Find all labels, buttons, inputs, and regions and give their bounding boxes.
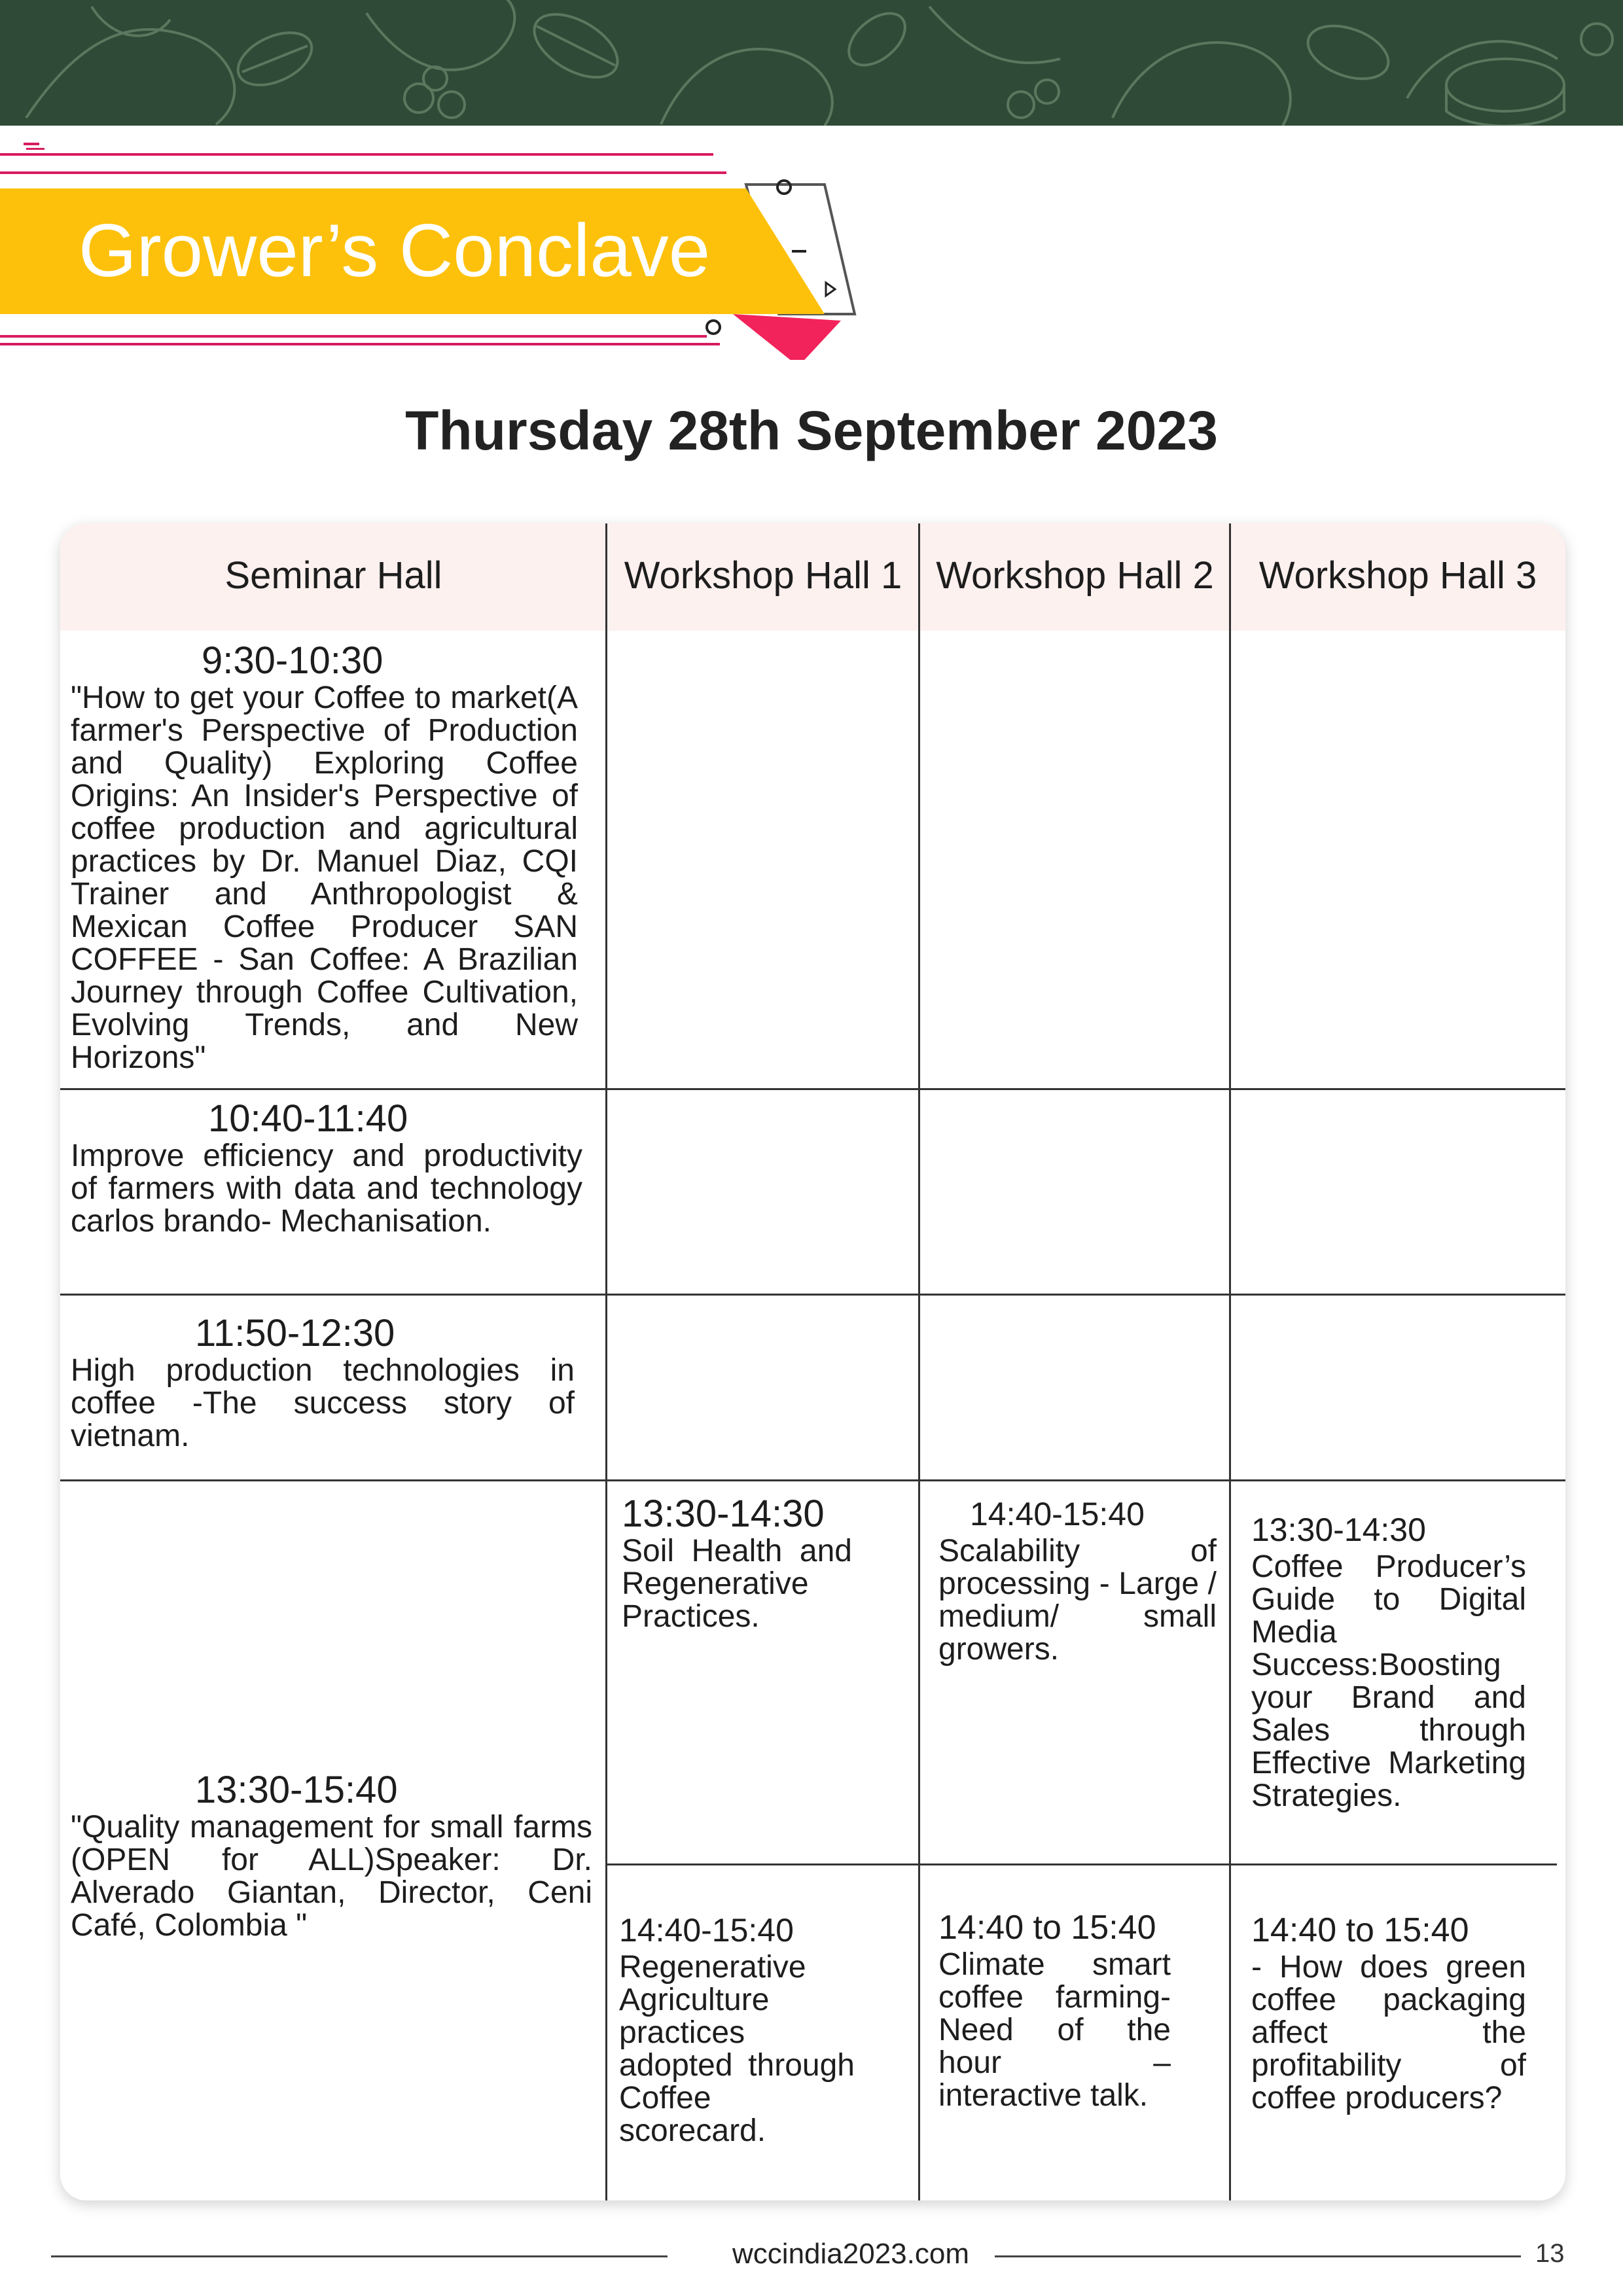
table-cell: [938, 1494, 1217, 1666]
table-cell: [1251, 1510, 1526, 1812]
event-date: Thursday 28th September 2023: [405, 400, 1218, 461]
session-description: "How to get your Coffee to market(A farmer's Perspective of Production and Quality) Exploring Coffee Origins: An Insider's Perspective of coffee production and agricultural practices by Dr. Manuel Diaz, CQI Trainer and Anthropologist & Mexican Coffee Producer SAN COFFEE - San Coffee: A Brazilian Journey through Coffee Cultivation, Evolving Trends, and New Horizons": [71, 680, 578, 1075]
decorative-line: [0, 153, 713, 156]
session-description: Climate smart coffee farming- Need of the hour – interactive talk.: [938, 1947, 1171, 2113]
header-workshop-hall-3: Workshop Hall 3: [1258, 554, 1537, 597]
table-cell: [622, 1494, 852, 1633]
table-cell: [938, 1908, 1171, 2112]
session-description: High production technologies in coffee -The success story of vietnam.: [71, 1353, 575, 1453]
session-description: Scalability of processing - Large / medium/ small growers.: [938, 1534, 1217, 1667]
footer-url[interactable]: wccindia2023.com: [732, 2238, 969, 2270]
session-time: 10:40-11:40: [208, 1097, 408, 1140]
decorative-banner: [0, 0, 1623, 126]
schedule-table: [60, 523, 1565, 2200]
decorative-line: [24, 143, 39, 145]
decorative-line: [0, 171, 726, 174]
header-workshop-hall-1: Workshop Hall 1: [624, 554, 902, 597]
session-time: 13:30-14:30: [622, 1492, 825, 1535]
decorative-line: [26, 148, 45, 150]
session-description: Coffee Producer’s Guide to Digital Media Success:Boosting your Brand and Sales through Effective Marketing Strategies.: [1251, 1549, 1526, 1813]
session-time: 11:50-12:30: [195, 1312, 395, 1354]
table-cell: [71, 1099, 582, 1238]
ribbon-triangle-icon: [826, 283, 835, 296]
page-number: 13: [1535, 2239, 1565, 2268]
table-cell: [619, 1911, 855, 2147]
session-time: 14:40-15:40: [619, 1912, 794, 1949]
table-cell: [1251, 1911, 1526, 2115]
session-time: 9:30-10:30: [202, 639, 383, 682]
session-time: 13:30-14:30: [1251, 1511, 1426, 1548]
coffee-pattern-illustration: [0, 0, 1623, 126]
session-time: 13:30-15:40: [195, 1769, 398, 1811]
session-time: 14:40-15:40: [970, 1496, 1145, 1532]
grid-line: [60, 1088, 1565, 1090]
footer-divider: [51, 2255, 668, 2257]
session-description: Regenerative Agriculture practices adopted through Coffee scorecard.: [619, 1950, 855, 2148]
grid-line: [918, 523, 920, 2200]
footer-divider: [995, 2255, 1521, 2257]
session-description: - How does green coffee packaging affect the profitability of coffee producers?: [1251, 1950, 1526, 2115]
grid-line: [1229, 523, 1231, 2200]
grid-line: [605, 523, 607, 2200]
grid-line: [607, 1863, 1557, 1865]
grid-line: [60, 1294, 1565, 1296]
session-time: 14:40 to 15:40: [938, 1909, 1156, 1947]
ribbon-dot-icon: [777, 181, 791, 194]
session-time: 14:40 to 15:40: [1251, 1911, 1469, 1949]
session-description: Improve efficiency and productivity of farmers with data and technology carlos brando- Mechanisation.: [71, 1139, 582, 1239]
table-cell: [71, 1771, 592, 1942]
table-cell: [71, 641, 578, 1074]
ribbon-dot-icon: [707, 321, 720, 334]
grid-line: [60, 1479, 1565, 1481]
session-description: Soil Health and Regenerative Practices.: [622, 1534, 852, 1634]
page-title: Grower’s Conclave: [79, 209, 711, 292]
header-workshop-hall-2: Workshop Hall 2: [936, 554, 1214, 597]
table-cell: [71, 1314, 575, 1453]
ribbon-accent-shape: [733, 314, 841, 360]
header-seminar-hall: Seminar Hall: [224, 554, 442, 597]
session-description: "Quality management for small farms (OPEN for ALL)Speaker: Dr. Alverado Giantan, Director, Ceni Café, Colombia ": [71, 1810, 592, 1943]
